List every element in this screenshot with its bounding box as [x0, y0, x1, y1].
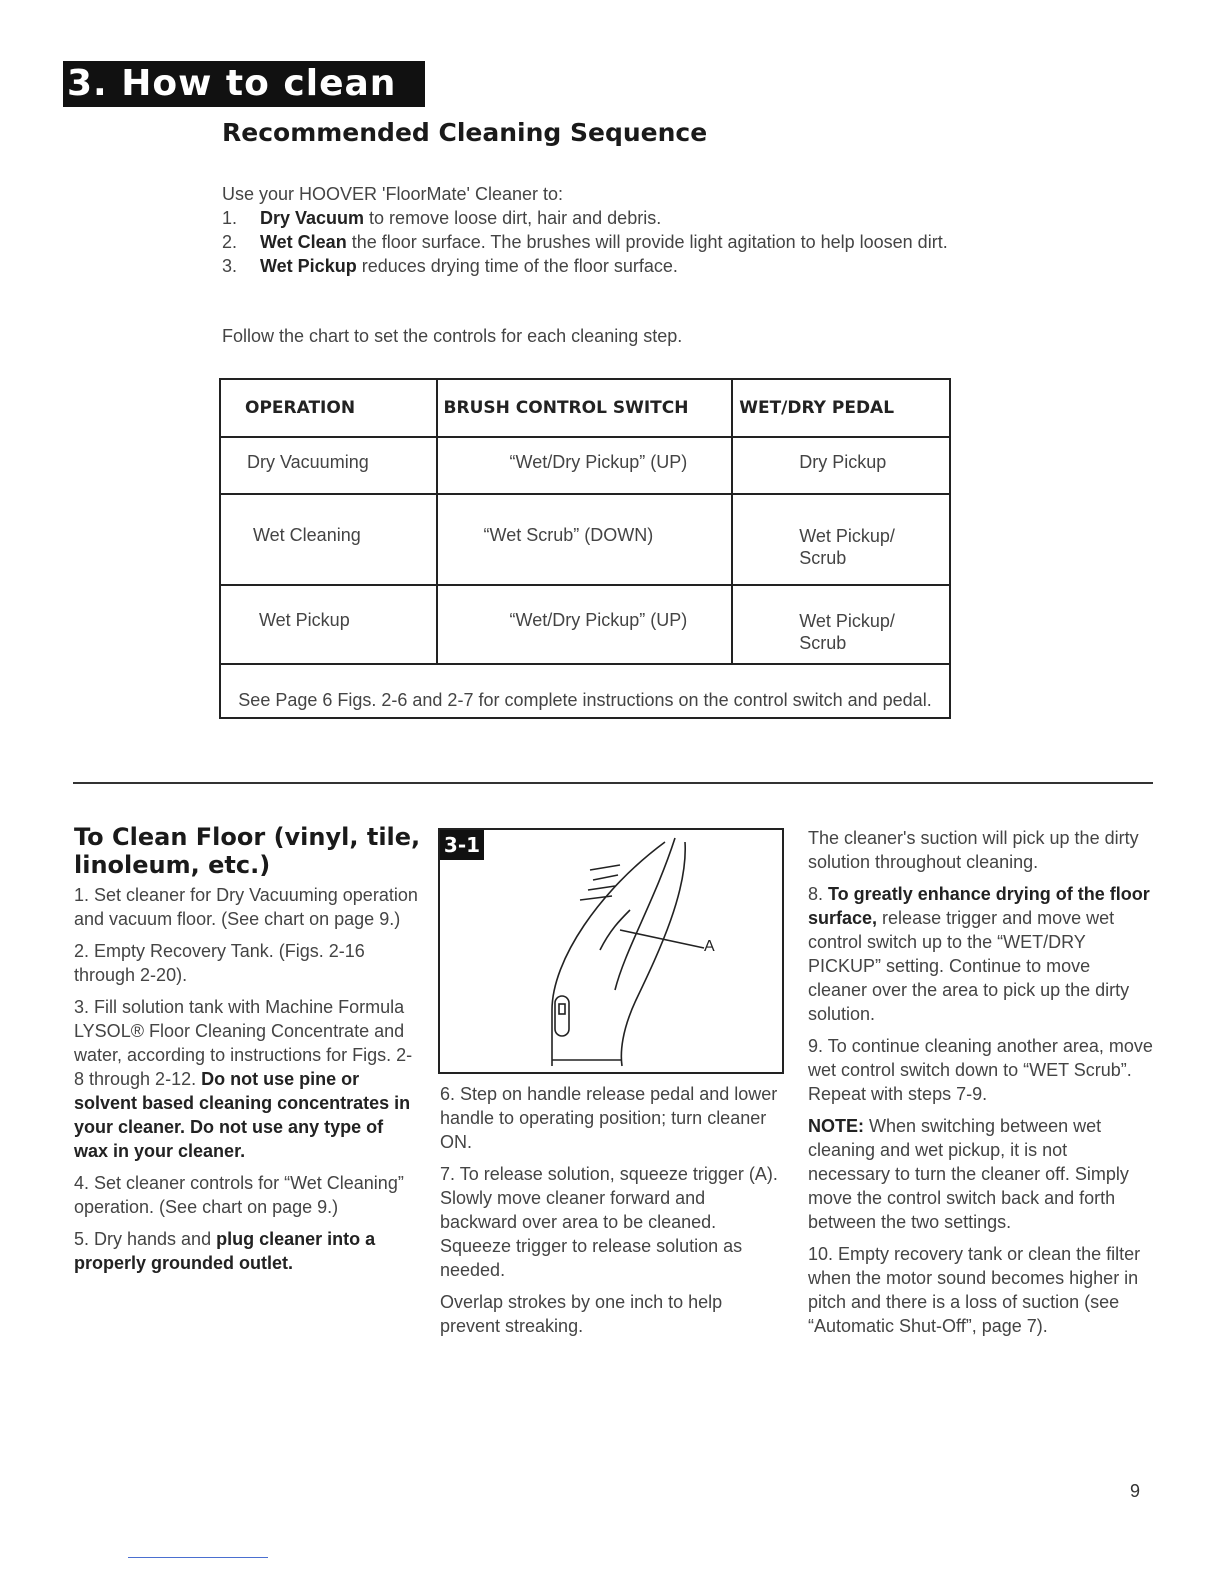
section-divider [73, 782, 1153, 784]
sequence-step [222, 206, 962, 230]
sequence-intro [222, 182, 962, 278]
step-bold: Wet Clean [260, 232, 347, 252]
step-number: 1. [222, 208, 238, 228]
header-operation: OPERATION [220, 379, 437, 437]
step-10: 10. Empty recovery tank or clean the filter when the motor sound becomes higher in pitch and there is a loss of suction (see “Automatic Shut-Off”, page 7). [808, 1244, 1141, 1336]
step-8-text: release trigger and move wet control switch up to the “WET/DRY PICKUP” setting. Continue to move cleaner over the area to pick up the dirty solution. [808, 908, 1130, 1024]
header-brush-switch: BRUSH CONTROL SWITCH [437, 379, 733, 437]
header-wet-dry-pedal: WET/DRY PEDAL [732, 379, 950, 437]
note-label: NOTE: [808, 1116, 864, 1136]
intro-text: Use your HOOVER 'FloorMate' Cleaner to: [222, 184, 563, 204]
step-text: the floor surface. The brushes will provide light agitation to help loosen dirt. [346, 232, 948, 252]
sequence-title: Recommended Cleaning Sequence [222, 118, 708, 147]
cleaner-handle-illustration [440, 830, 782, 1072]
table-header-row [220, 379, 950, 437]
right-column [808, 826, 1153, 1346]
overlap-tip: Overlap strokes by one inch to help prevent streaking. [440, 1292, 723, 1336]
floor-step-5 [74, 1227, 422, 1275]
bottom-rule [128, 1557, 268, 1558]
suction-text: The cleaner's suction will pick up the dirty solution throughout cleaning. [808, 828, 1139, 872]
section-title-banner: 3. How to clean [63, 61, 425, 107]
cell-operation: Wet Cleaning [220, 494, 437, 585]
cell-operation: Dry Vacuuming [220, 437, 437, 494]
floor-step-5-text: 5. Dry hands and [74, 1229, 217, 1249]
sequence-steps [222, 206, 962, 278]
step-8-number: 8. [808, 884, 829, 904]
table-row [220, 585, 950, 664]
step-6: 6. Step on handle release pedal and lower handle to operating position; turn cleaner ON. [440, 1084, 778, 1152]
table-footnote-row [220, 664, 950, 718]
cell-brush-switch: “Wet Scrub” (DOWN) [437, 494, 733, 585]
sequence-step [222, 254, 962, 278]
middle-column [440, 1082, 785, 1346]
page-number: 9 [1130, 1481, 1141, 1501]
step-number: 2. [222, 232, 238, 252]
floor-step-4: 4. Set cleaner controls for “Wet Cleaning” operation. (See chart on page 9.) [74, 1173, 404, 1217]
table-row [220, 437, 950, 494]
floor-step-1: 1. Set cleaner for Dry Vacuuming operation and vacuum floor. (See chart on page 9.) [74, 885, 418, 929]
follow-chart-text: Follow the chart to set the controls for each cleaning step. [222, 326, 683, 346]
table-row [220, 494, 950, 585]
sequence-step [222, 230, 962, 254]
cell-brush-switch: “Wet/Dry Pickup” (UP) [437, 585, 733, 664]
control-settings-table [219, 378, 951, 719]
note-text: When switching between wet cleaning and wet pickup, it is not necessary to turn the cleaner off. Simply move the control switch back and forth between the two settings. [808, 1116, 1129, 1232]
step-bold: Wet Pickup [260, 256, 357, 276]
floor-step-3-text: 3. Fill solution tank with Machine Formula LYSOL® Floor Cleaning Concentrate and water, according to instructions for Figs. 2-8 through 2-12. [74, 997, 413, 1089]
floor-step-3-warning: Do not use pine or solvent based cleaning concentrates in your cleaner. Do not use any type of wax in your cleaner. [74, 1069, 411, 1161]
floor-step-2: 2. Empty Recovery Tank. (Figs. 2-16 through 2-20). [74, 941, 365, 985]
cell-pedal: Wet Pickup/ Scrub [732, 494, 950, 585]
step-8-bold: To greatly enhance drying of the floor surface, [808, 884, 1150, 928]
floor-step-5-warning: plug cleaner into a properly grounded outlet. [74, 1229, 376, 1273]
figure-3-1 [438, 828, 784, 1074]
step-7: 7. To release solution, squeeze trigger (A). Slowly move cleaner forward and backward over area to be cleaned. Squeeze trigger to release solution as needed. [440, 1164, 778, 1280]
cell-pedal: Wet Pickup/ Scrub [732, 585, 950, 664]
step-bold: Dry Vacuum [260, 208, 365, 228]
step-text: to remove loose dirt, hair and debris. [364, 208, 662, 228]
note [808, 1114, 1153, 1234]
step-text: reduces drying time of the floor surface. [356, 256, 678, 276]
floor-step-3 [74, 995, 422, 1163]
cell-operation: Wet Pickup [220, 585, 437, 664]
trigger-label: A [704, 938, 715, 955]
floor-cleaning-column [74, 823, 422, 1283]
floor-cleaning-title: To Clean Floor (vinyl, tile, linoleum, etc.) [74, 823, 421, 879]
cell-pedal: Dry Pickup [732, 437, 950, 494]
figure-badge: 3-1 [440, 830, 484, 860]
table-footnote: See Page 6 Figs. 2-6 and 2-7 for complete instructions on the control switch and pedal. [220, 664, 950, 718]
step-9: 9. To continue cleaning another area, move wet control switch down to “WET Scrub”. Repeat with steps 7-9. [808, 1036, 1153, 1104]
cell-brush-switch: “Wet/Dry Pickup” (UP) [437, 437, 733, 494]
step-8 [808, 882, 1153, 1026]
step-number: 3. [222, 256, 238, 276]
